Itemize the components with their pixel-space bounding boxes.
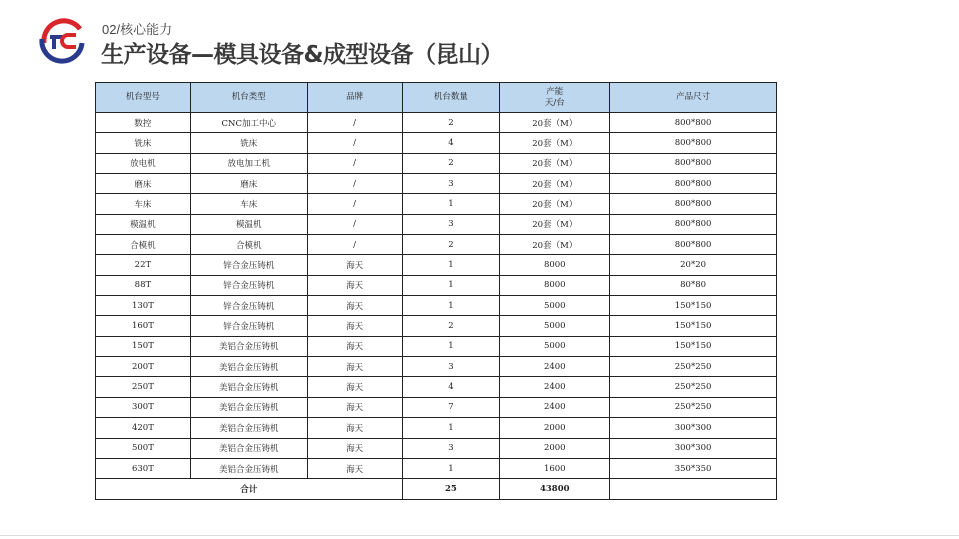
cell-capacity: 2000 xyxy=(500,438,610,458)
cell-capacity: 5000 xyxy=(500,336,610,356)
cell-model: 630T xyxy=(96,458,191,478)
cell-type: 锌合金压铸机 xyxy=(190,255,307,275)
cell-size: 300*300 xyxy=(610,438,777,458)
total-count: 25 xyxy=(402,479,500,500)
cell-count: 1 xyxy=(402,458,500,478)
cell-model: 合模机 xyxy=(96,235,191,255)
cell-brand: / xyxy=(307,214,402,234)
cell-capacity: 2400 xyxy=(500,397,610,417)
table-row xyxy=(96,377,777,397)
cell-brand: 海天 xyxy=(307,458,402,478)
cell-size: 800*800 xyxy=(610,214,777,234)
cell-model: 22T xyxy=(96,255,191,275)
company-logo xyxy=(36,13,88,65)
cell-type: 美铝合金压铸机 xyxy=(190,418,307,438)
table-row xyxy=(96,214,777,234)
cell-capacity: 1600 xyxy=(500,458,610,478)
equipment-table xyxy=(95,82,777,500)
cell-brand: 海天 xyxy=(307,255,402,275)
cell-type: CNC加工中心 xyxy=(190,113,307,133)
cell-type: 放电加工机 xyxy=(190,153,307,173)
cell-capacity: 2000 xyxy=(500,418,610,438)
table-row xyxy=(96,113,777,133)
cell-brand: 海天 xyxy=(307,377,402,397)
cell-count: 7 xyxy=(402,397,500,417)
cell-size: 350*350 xyxy=(610,458,777,478)
cell-size: 250*250 xyxy=(610,377,777,397)
cell-capacity: 20套（M） xyxy=(500,133,610,153)
col-header-brand: 品牌 xyxy=(307,83,402,113)
cell-capacity: 20套（M） xyxy=(500,214,610,234)
table-row xyxy=(96,418,777,438)
cell-type: 锌合金压铸机 xyxy=(190,296,307,316)
cell-capacity: 20套（M） xyxy=(500,235,610,255)
page-title: 生产设备—模具设备&成型设备（昆山） xyxy=(101,42,504,68)
capacity-unit: 天/台 xyxy=(544,97,565,108)
cell-brand: / xyxy=(307,194,402,214)
cell-model: 160T xyxy=(96,316,191,336)
cell-type: 美铝合金压铸机 xyxy=(190,357,307,377)
cell-model: 420T xyxy=(96,418,191,438)
cell-model: 数控 xyxy=(96,113,191,133)
cell-type: 模温机 xyxy=(190,214,307,234)
cell-model: 磨床 xyxy=(96,174,191,194)
cell-size: 80*80 xyxy=(610,275,777,295)
cell-type: 铣床 xyxy=(190,133,307,153)
cell-count: 2 xyxy=(402,316,500,336)
cell-capacity: 2400 xyxy=(500,377,610,397)
table-row xyxy=(96,296,777,316)
table-row xyxy=(96,275,777,295)
col-header-count: 机台数量 xyxy=(402,83,500,113)
cell-count: 3 xyxy=(402,174,500,194)
cell-brand: 海天 xyxy=(307,275,402,295)
cell-model: 150T xyxy=(96,336,191,356)
cell-size: 20*20 xyxy=(610,255,777,275)
cell-count: 1 xyxy=(402,418,500,438)
cell-brand: / xyxy=(307,235,402,255)
cell-model: 模温机 xyxy=(96,214,191,234)
col-header-capacity xyxy=(500,83,610,113)
cell-count: 2 xyxy=(402,113,500,133)
cell-brand: 海天 xyxy=(307,296,402,316)
total-size xyxy=(610,479,777,500)
cell-brand: / xyxy=(307,113,402,133)
cell-count: 1 xyxy=(402,296,500,316)
cell-size: 150*150 xyxy=(610,316,777,336)
cell-size: 800*800 xyxy=(610,113,777,133)
cell-size: 800*800 xyxy=(610,133,777,153)
cell-brand: 海天 xyxy=(307,336,402,356)
cell-count: 3 xyxy=(402,357,500,377)
col-header-size: 产品尺寸 xyxy=(610,83,777,113)
col-header-model: 机台型号 xyxy=(96,83,191,113)
cell-count: 4 xyxy=(402,133,500,153)
table-row xyxy=(96,235,777,255)
table-row xyxy=(96,255,777,275)
footer-divider xyxy=(0,535,959,536)
cell-type: 锌合金压铸机 xyxy=(190,316,307,336)
cell-count: 1 xyxy=(402,255,500,275)
table-row xyxy=(96,397,777,417)
cell-capacity: 5000 xyxy=(500,316,610,336)
table-row xyxy=(96,357,777,377)
cell-brand: / xyxy=(307,153,402,173)
table-row xyxy=(96,336,777,356)
cell-count: 2 xyxy=(402,235,500,255)
cell-type: 美铝合金压铸机 xyxy=(190,438,307,458)
cell-brand: 海天 xyxy=(307,397,402,417)
cell-brand: 海天 xyxy=(307,418,402,438)
cell-brand: 海天 xyxy=(307,438,402,458)
cell-type: 美铝合金压铸机 xyxy=(190,336,307,356)
cell-count: 2 xyxy=(402,153,500,173)
table-header-row xyxy=(96,83,777,113)
cell-count: 4 xyxy=(402,377,500,397)
table-row xyxy=(96,438,777,458)
col-header-type: 机台类型 xyxy=(190,83,307,113)
cell-size: 250*250 xyxy=(610,397,777,417)
cell-size: 150*150 xyxy=(610,336,777,356)
cell-model: 车床 xyxy=(96,194,191,214)
cell-brand: 海天 xyxy=(307,357,402,377)
cell-model: 300T xyxy=(96,397,191,417)
cell-capacity: 8000 xyxy=(500,255,610,275)
cell-size: 300*300 xyxy=(610,418,777,438)
cell-capacity: 5000 xyxy=(500,296,610,316)
cell-size: 150*150 xyxy=(610,296,777,316)
cell-capacity: 8000 xyxy=(500,275,610,295)
cell-capacity: 2400 xyxy=(500,357,610,377)
cell-count: 1 xyxy=(402,275,500,295)
section-subtitle: 02/核心能力 xyxy=(102,22,173,37)
cell-model: 500T xyxy=(96,438,191,458)
total-label: 合计 xyxy=(96,479,403,500)
table-row xyxy=(96,153,777,173)
cell-model: 200T xyxy=(96,357,191,377)
cell-model: 250T xyxy=(96,377,191,397)
table-row xyxy=(96,194,777,214)
cell-model: 放电机 xyxy=(96,153,191,173)
cell-size: 800*800 xyxy=(610,194,777,214)
cell-type: 车床 xyxy=(190,194,307,214)
table-row xyxy=(96,133,777,153)
cell-capacity: 20套（M） xyxy=(500,113,610,133)
cell-count: 1 xyxy=(402,194,500,214)
cell-brand: 海天 xyxy=(307,316,402,336)
cell-model: 88T xyxy=(96,275,191,295)
cell-count: 3 xyxy=(402,214,500,234)
total-capacity: 43800 xyxy=(500,479,610,500)
cell-count: 1 xyxy=(402,336,500,356)
cell-capacity: 20套（M） xyxy=(500,174,610,194)
cell-size: 800*800 xyxy=(610,153,777,173)
total-row xyxy=(96,479,777,500)
cell-type: 美铝合金压铸机 xyxy=(190,397,307,417)
cell-model: 130T xyxy=(96,296,191,316)
cell-type: 合模机 xyxy=(190,235,307,255)
cell-size: 800*800 xyxy=(610,174,777,194)
cell-model: 铣床 xyxy=(96,133,191,153)
table-row xyxy=(96,174,777,194)
cell-type: 磨床 xyxy=(190,174,307,194)
cell-size: 250*250 xyxy=(610,357,777,377)
cell-capacity: 20套（M） xyxy=(500,194,610,214)
cell-brand: / xyxy=(307,133,402,153)
capacity-label: 产能 xyxy=(546,86,564,97)
cell-type: 锌合金压铸机 xyxy=(190,275,307,295)
cell-type: 美铝合金压铸机 xyxy=(190,458,307,478)
table-row xyxy=(96,316,777,336)
cell-size: 800*800 xyxy=(610,235,777,255)
cell-brand: / xyxy=(307,174,402,194)
cell-type: 美铝合金压铸机 xyxy=(190,377,307,397)
table-row xyxy=(96,458,777,478)
cell-capacity: 20套（M） xyxy=(500,153,610,173)
cell-count: 3 xyxy=(402,438,500,458)
